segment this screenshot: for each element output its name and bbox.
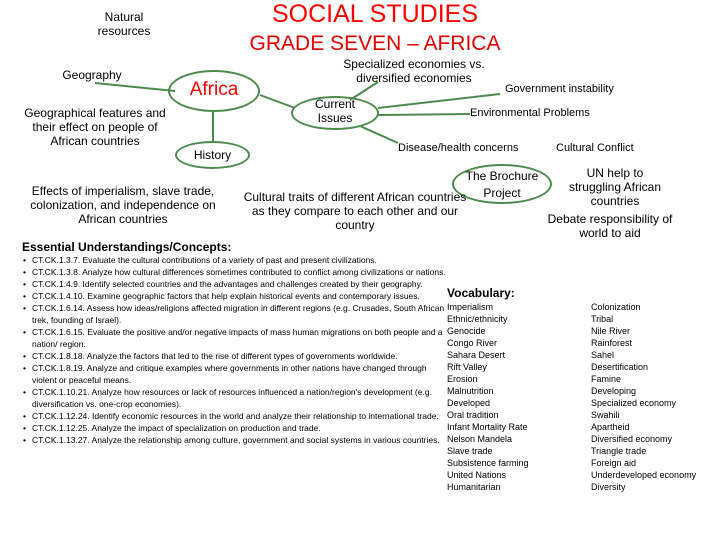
essential-item: • CT.CK.1.4.9. Identify selected countries and the advantages and challenges created by their geography. [32,278,447,290]
vocab-term: Slave trade [447,446,493,456]
vocab-term: Oral tradition [447,410,499,420]
vocab-term: Diversified economy [591,434,673,444]
current-issues-label: Current Issues [314,97,355,125]
essential-item: • CT.CK.1.3.8. Analyze how cultural differences sometimes contributed to conflict among civilizations or nations. [32,266,447,278]
connector-current-issues [260,95,295,108]
vocabulary-column-1 [447,301,529,493]
node-disease-health: Disease/health concerns [398,142,519,154]
page-subtitle: GRADE SEVEN – AFRICA [249,32,501,55]
vocab-term: Genocide [447,326,486,336]
vocab-term: United Nations [447,470,507,480]
vocab-term: Specialized economy [591,398,677,408]
node-geographical-features: Geographical features and their effect on people of African countries [24,106,166,148]
essential-item: • CT.CK.1.6.14. Assess how ideas/religions affected migration in different regions (e.g. Crusades, South African trek, founding of Israel). [32,302,447,326]
connector-environmental [378,114,470,115]
vocab-term: Infant Mortality Rate [447,422,528,432]
vocab-term: Desertification [591,362,649,372]
vocab-term: Swahili [591,410,620,420]
connector-disease [360,126,398,143]
essential-item: • CT.CK.1.12.25. Analyze the impact of specialization on production and trade. [32,422,447,434]
vocab-term: Sahel [591,350,615,360]
page-title: SOCIAL STUDIES [271,0,479,28]
africa-center-label: Africa [189,79,239,100]
essential-heading: Essential Understandings/Concepts: [22,240,232,254]
vocab-term: Malnutrition [447,386,494,396]
vocab-term: Apartheid [591,422,630,432]
vocab-term: Subsistence farming [447,458,529,468]
vocab-term: Humanitarian [447,482,501,492]
vocab-term: Erosion [447,374,478,384]
essential-list [22,254,447,446]
vocab-term: Ethnic/ethnicity [447,314,508,324]
vocabulary-column-2 [591,301,696,493]
history-label: History [193,148,232,162]
vocab-term: Rift Valley [447,362,487,372]
vocab-term: Developing [591,386,637,396]
vocab-term: Nelson Mandela [447,434,513,444]
essential-item: • CT.CK.1.10.21. Analyze how resources or lack of resources influenced a nation/region's development (e.g. diversification vs. one-crop economies). [32,386,447,410]
essential-item: • CT.CK.1.6.15. Evaluate the positive and/or negative impacts of mass human migrations on both people and a nation/ region. [32,326,447,350]
node-government-instability: Government instability [505,83,614,95]
connector-geography [95,83,175,91]
vocab-term: Developed [447,398,491,408]
node-cultural-traits: Cultural traits of different African countries as they compare to each other and our country [243,190,467,232]
connector-government [378,94,500,108]
vocab-term: Nile River [591,326,631,336]
node-un-help: UN help to struggling African countries [568,166,662,208]
node-environmental-problems: Environmental Problems [470,107,590,119]
essential-item: • CT.CK.1.3.7. Evaluate the cultural contributions of a variety of past and present civilizations. [32,254,447,266]
essential-item: • CT.CK.1.13.27. Analyze the relationship among culture, government and social systems in various countries. [32,434,447,446]
node-specialized-economies: Specialized economies vs. diversified economies [343,57,485,85]
node-imperialism: Effects of imperialism, slave trade, colonization, and independence on African countries [30,184,216,226]
vocab-term: Sahara Desert [447,350,506,360]
vocab-term: Diversity [591,482,626,492]
node-cultural-conflict: Cultural Conflict [556,142,634,154]
vocab-term: Rainforest [591,338,633,348]
vocab-term: Congo River [447,338,498,348]
essential-item: • CT.CK.1.8.18. Analyze the factors that led to the rise of different types of governments worldwide. [32,350,447,362]
vocab-term: Famine [591,374,622,384]
vocabulary-heading: Vocabulary: [447,286,515,300]
node-geography: Geography [62,68,122,82]
vocab-term: Tribal [591,314,614,324]
vocab-term: Imperialism [447,302,494,312]
vocab-term: Underdeveloped economy [591,470,697,480]
vocab-term: Colonization [591,302,641,312]
node-debate: Debate responsibility of world to aid [547,212,673,240]
essential-item: • CT.CK.1.12.24. Identify economic resources in the world and analyze their relationship to international trade. [32,410,447,422]
essential-item: • CT.CK.1.8.19. Analyze and critique examples where governments in other nations have changed through violent or peaceful means. [32,362,447,386]
vocab-term: Triangle trade [591,446,647,456]
essential-item: • CT.CK.1.4.10. Examine geographic factors that help explain historical events and contemporary issues. [32,290,447,302]
node-natural-resources: Natural resources [97,10,151,38]
vocab-term: Foreign aid [591,458,637,468]
brochure-project-label: The Brochure Project [465,169,539,200]
